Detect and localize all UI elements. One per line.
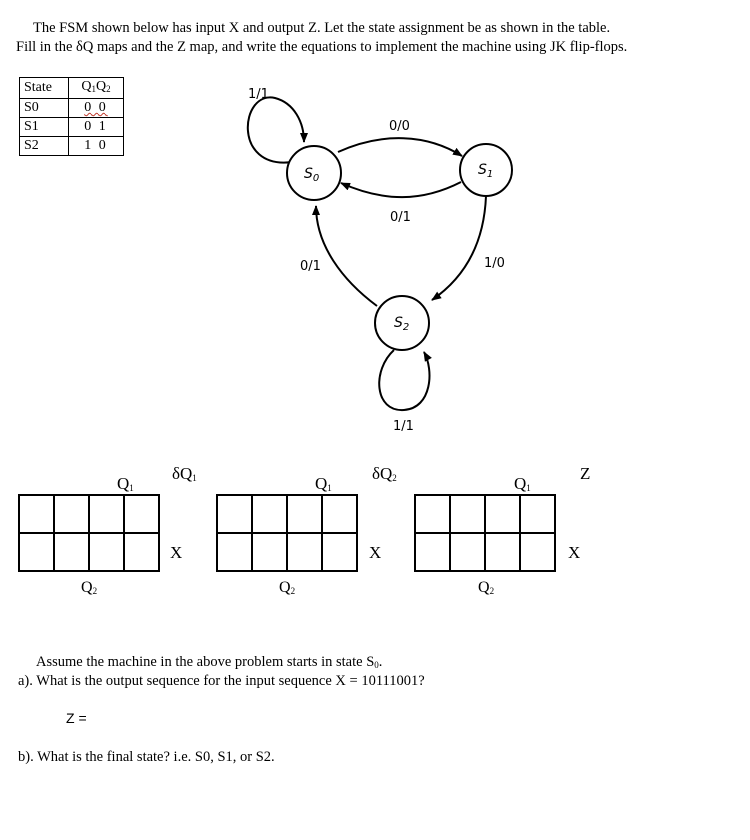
edge-s2-to-s0 [316, 206, 377, 306]
kmap-dq2 [216, 494, 358, 572]
header-q2-sub: 2 [106, 84, 111, 94]
kmap-cell[interactable] [287, 533, 322, 571]
kmap-cell[interactable] [520, 533, 555, 571]
row-state: S0 [20, 99, 69, 118]
row-state: S2 [20, 137, 69, 156]
row-code: 0 1 [69, 118, 124, 137]
kmap-cell[interactable] [89, 533, 124, 571]
kmap2-bottom-label: $Q_2$ [279, 579, 296, 596]
label-s2-self: 1/1 [393, 419, 414, 434]
header-q2: Q [96, 79, 107, 94]
question-a: a). What is the output sequence for the input sequence X = 10111001? [18, 673, 425, 689]
kmap-cell[interactable] [322, 533, 357, 571]
table-row [20, 99, 124, 118]
row-state: S1 [20, 118, 69, 137]
kmap-cell[interactable] [450, 495, 485, 533]
kmap1-row-label: X [170, 543, 183, 562]
kmap3-bottom-label: $Q_2$ [478, 579, 495, 596]
question-assume: Assume the machine in the above problem starts in state $S_0$. [36, 654, 383, 670]
edge-s2-self [379, 350, 429, 410]
kmap-cell[interactable] [287, 495, 322, 533]
kmap-cell[interactable] [124, 495, 159, 533]
intro-line-2: Fill in the δQ maps and the Z map, and write the equations to implement the machine using JK flip-flops. [16, 39, 628, 55]
label-s0-self: 1/1 [248, 87, 269, 102]
answer-z-label: Z = [66, 710, 87, 726]
kmap-cell[interactable] [485, 495, 520, 533]
table-row [20, 137, 124, 156]
kmap-cell[interactable] [252, 533, 287, 571]
state-s1-label: $S_1$ [478, 162, 494, 180]
label-s2-to-s0: 0/1 [300, 259, 321, 274]
state-s0-label: $S_0$ [304, 166, 320, 184]
problem-intro [16, 19, 736, 57]
header-state: State [20, 78, 69, 99]
kmap-cell[interactable] [322, 495, 357, 533]
kmap-cell[interactable] [415, 495, 450, 533]
edge-s1-to-s2 [432, 196, 486, 300]
kmap-cell[interactable] [485, 533, 520, 571]
kmap2-row-label: X [369, 543, 382, 562]
header-code [69, 78, 124, 99]
kmap3-col-label: $Q_1$ [514, 474, 531, 493]
kmap1-title: $\delta Q_1$ [172, 464, 197, 483]
kmap-cell[interactable] [520, 495, 555, 533]
kmap-cell[interactable] [217, 495, 252, 533]
kmap2-title: $\delta Q_2$ [372, 464, 397, 483]
kmap-cell[interactable] [19, 495, 54, 533]
kmap-cell[interactable] [415, 533, 450, 571]
kmap-cell[interactable] [217, 533, 252, 571]
table-header-row [20, 78, 124, 99]
kmap1-col-label: $Q_1$ [117, 474, 134, 493]
kmap-cell[interactable] [54, 533, 89, 571]
label-s0-to-s1: 0/0 [389, 119, 410, 134]
kmap-cell[interactable] [124, 533, 159, 571]
state-assignment-table [19, 77, 124, 156]
fsm-diagram [212, 70, 505, 440]
kmap-cell[interactable] [252, 495, 287, 533]
kmap-z [414, 494, 556, 572]
kmap3-row-label: X [568, 543, 581, 562]
kmap2-col-label: $Q_1$ [315, 474, 332, 493]
row-code-value: 0 0 [84, 100, 108, 115]
header-q1: Q [81, 79, 92, 94]
edge-s1-to-s0 [341, 182, 461, 197]
table-row [20, 118, 124, 137]
intro-line-1: The FSM shown below has input X and output Z. Let the state assignment be as shown in the table. [33, 20, 611, 36]
kmap-cell[interactable] [54, 495, 89, 533]
kmap-cell[interactable] [19, 533, 54, 571]
kmap-dq1 [18, 494, 160, 572]
question-b: b). What is the final state? i.e. S0, S1, or S2. [18, 749, 275, 765]
row-code [69, 99, 124, 118]
state-s2-label: $S_2$ [394, 315, 410, 333]
row-code: 1 0 [69, 137, 124, 156]
label-s1-to-s2: 1/0 [484, 256, 505, 271]
kmap-cell[interactable] [450, 533, 485, 571]
kmap-cell[interactable] [89, 495, 124, 533]
header-q1-sub: 1 [91, 84, 96, 94]
kmap3-title: Z [580, 464, 591, 483]
edge-s0-to-s1 [338, 138, 462, 156]
label-s1-to-s0: 0/1 [390, 210, 411, 225]
kmap1-bottom-label: $Q_2$ [81, 579, 98, 596]
